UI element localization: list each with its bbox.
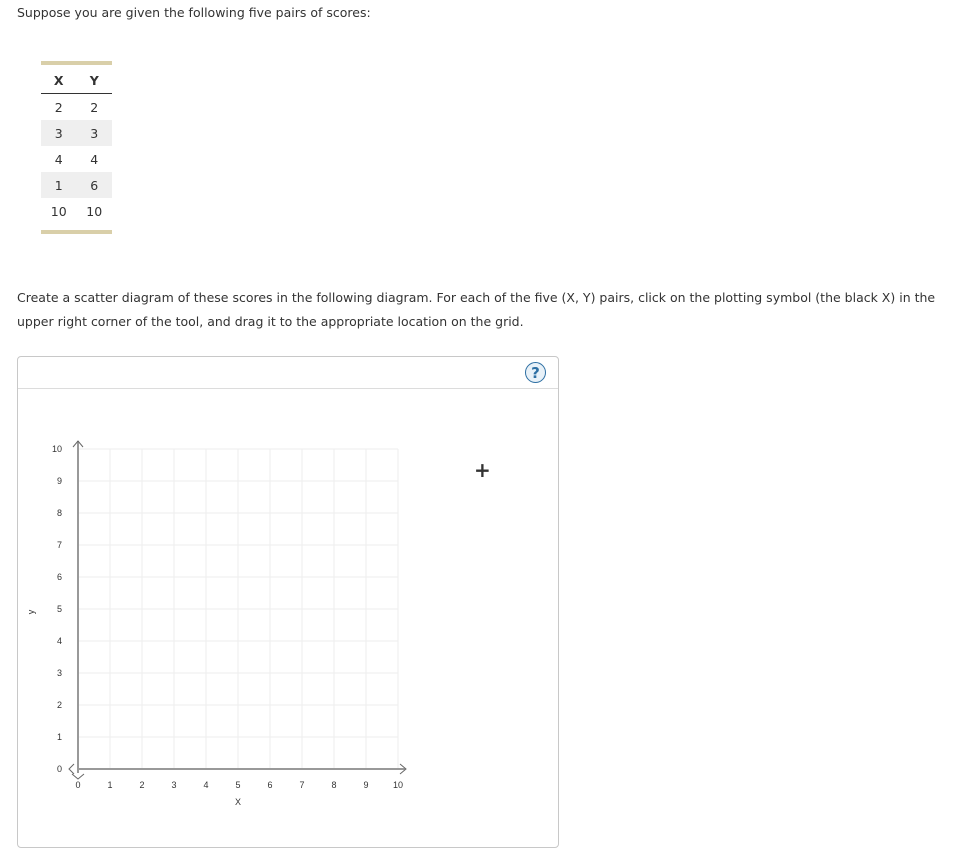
x-tick-label: 9 [363,780,369,790]
x-tick-label: 6 [267,780,273,790]
y-tick-label: 1 [56,732,62,742]
x-axis-label: X [234,797,242,807]
table-row: 10 10 [50,203,103,219]
table-row: 1 6 [41,172,112,198]
y-axis-label: y [26,609,36,615]
x-axis-left-arrow-icon [69,764,74,774]
table-row: 3 3 [41,120,112,146]
help-button[interactable]: ? [525,362,546,383]
header-x: X [41,67,77,94]
y-tick-label: 6 [56,572,62,582]
x-tick-label: 4 [203,780,209,790]
x-tick-label: 3 [171,780,177,790]
plot-symbol-icon[interactable]: + [474,458,491,482]
y-tick-label: 10 [51,444,62,454]
y-tick-label: 4 [56,636,62,646]
y-tick-label: 2 [56,700,62,710]
y-tick-label: 9 [56,476,62,486]
y-axis-down-arrow-icon [72,774,84,779]
y-tick-label: 0 [56,764,62,774]
x-tick-label: 7 [299,780,305,790]
y-tick-label: 5 [56,604,62,614]
x-tick-label: 10 [392,780,404,790]
x-tick-label: 5 [235,780,241,790]
instructions-text: Create a scatter diagram of these scores in the following diagram. For each of the five (X, Y) pairs, click on the plotting symbol (the black X) in the upper right corner of the tool, and drag it to the appropriate location on the grid. [17,290,936,329]
y-tick-label: 8 [56,508,62,518]
x-tick-label: 2 [139,780,145,790]
x-tick-label: 1 [107,780,113,790]
header-y: Y [77,67,113,94]
intro-text: Suppose you are given the following five pairs of scores: [17,5,371,20]
table-row: 2 2 [54,99,99,115]
table-row: 4 4 [54,151,99,167]
y-tick-label: 3 [56,668,62,678]
x-tick-label: 0 [75,780,81,790]
y-tick-label: 7 [56,540,62,550]
x-tick-label: 8 [331,780,337,790]
